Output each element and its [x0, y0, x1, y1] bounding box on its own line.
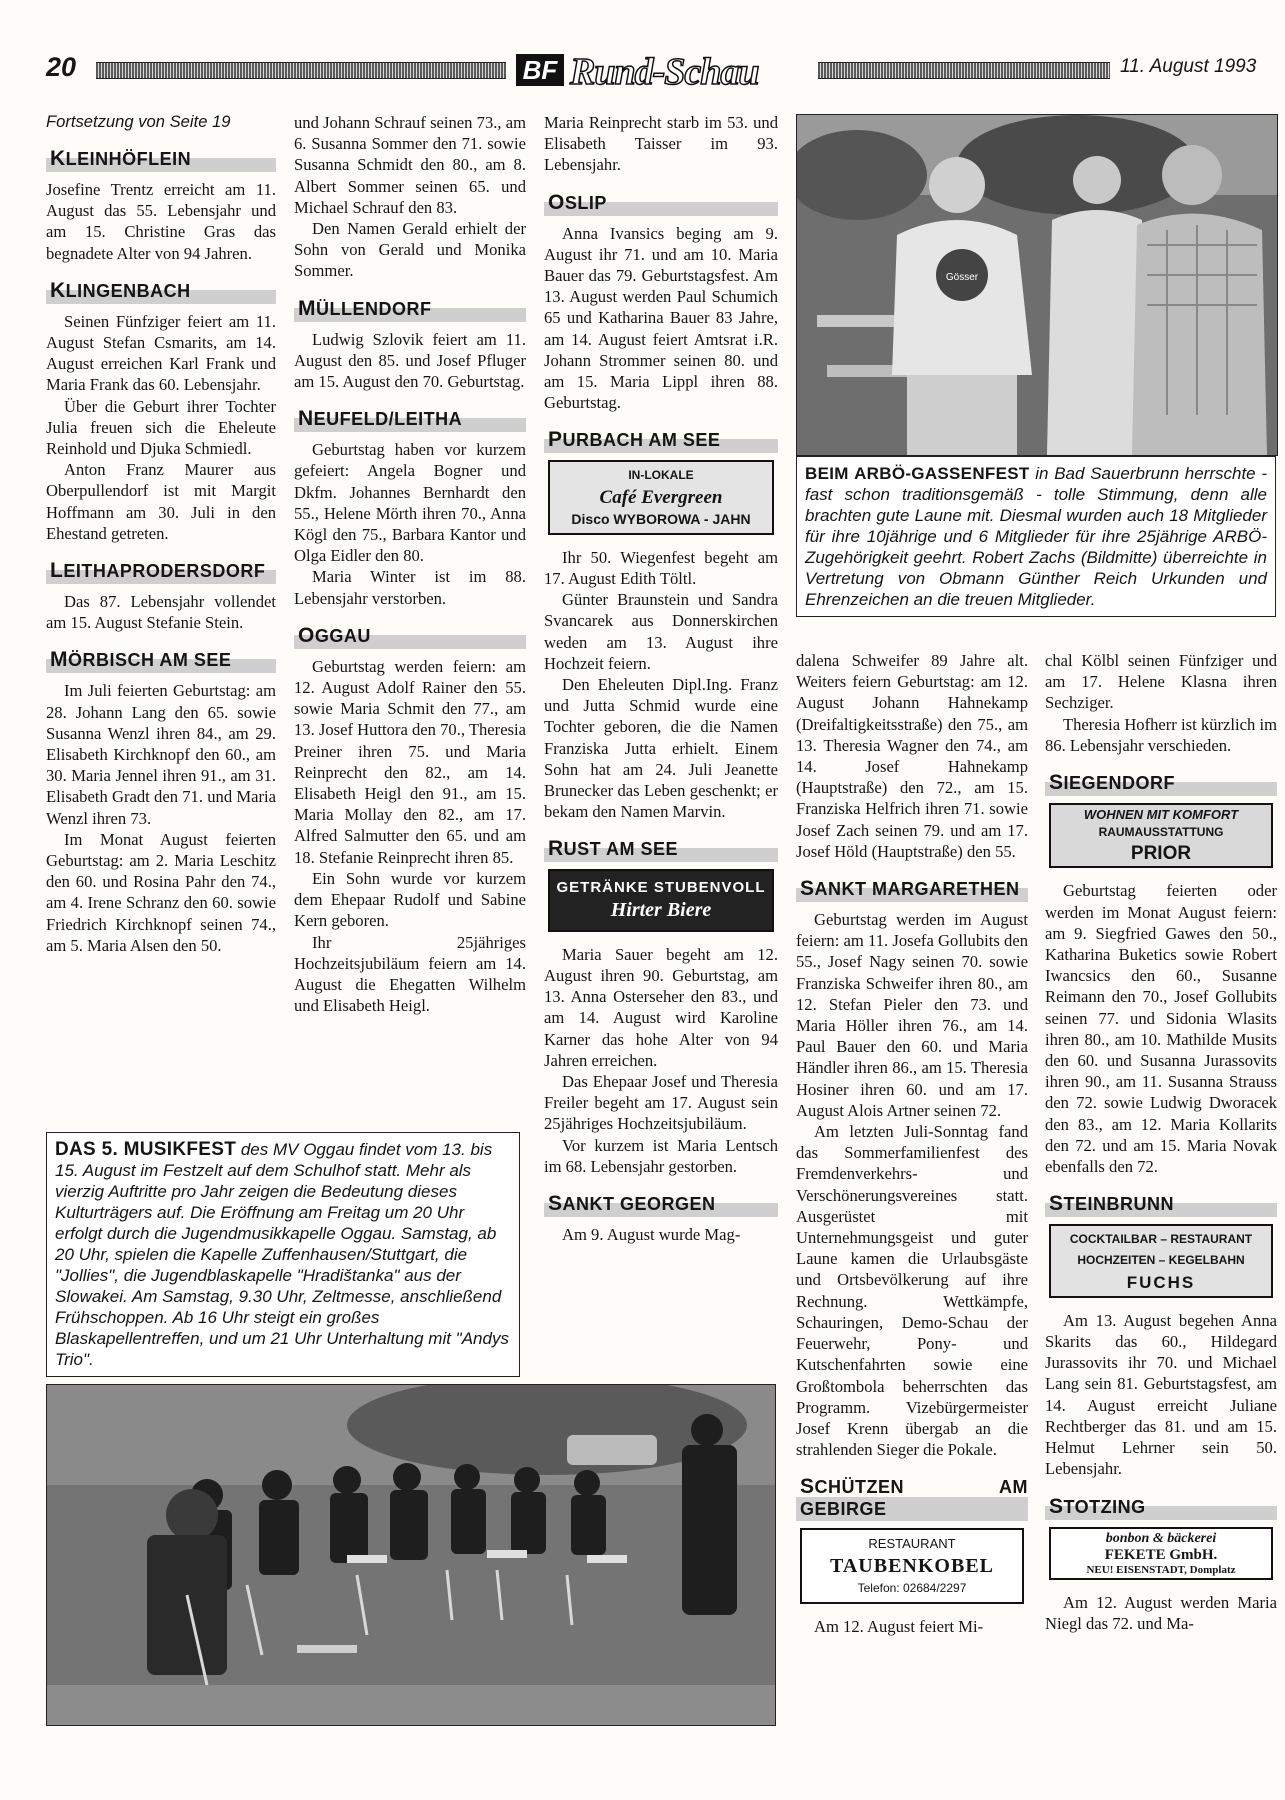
- ad-line: Café Evergreen: [599, 486, 723, 508]
- photo-arboe-illustration: [797, 115, 1277, 455]
- article-paragraph: Geburtstag werden feiern: am 12. August Adolf Rainer den 55. sowie Maria Schmit den 77., am 13. Josef Huttora den 70., Theresia Preiner ihren 75. und Maria Reinprecht den 82., am 14. Elisabeth Heigl den 91., am 15. Maria Mollay den 82., am 17. Alfred Salmutter den 65. und am 18. Stefanie Reinprecht ihren 85.: [294, 656, 526, 867]
- column-2: [294, 112, 526, 1016]
- caption-headline: DAS 5. MUSIKFEST: [55, 1139, 237, 1160]
- ad-fuchs: [1049, 1224, 1273, 1298]
- column-5: [1045, 650, 1277, 1634]
- column-1: [46, 112, 276, 956]
- column-4: [796, 650, 1028, 1637]
- photo-musikkapelle: [46, 1384, 776, 1726]
- ad-line: Disco WYBOROWA - JAHN: [571, 510, 751, 527]
- article-paragraph: Geburtstag feierten oder werden im Monat August feiern: am 9. Siegfried Gawes den 50., Katharina Buketics sowie Robert Iwancsics den 60., Susanne Reimann den 70., Josef Gollubits seinen 77. und Sidonia Wlasits ihren 80., am 10. Mathilde Musits den 60. und Susanna Jurassovits ihren 90., am 11. Susanna Strauss den 72. sowie Ludwig Dworacek den 83., am 12. Maria Kollarits den 72. und am 15. Maria Novak ebenfalls den 72.: [1045, 881, 1277, 1177]
- photo-arboe-gassenfest: [796, 114, 1278, 456]
- caption-text: in Bad Sauerbrunn herrschte - fast schon traditionsgemäß - tolle Stimmung, denn alle brachten gute Laune mit. Diesmal wurden auch 18 Mitglieder für ihre 10jährige und 6 Mitglieder für ihre 25jährige ARBÖ-Zugehörigkeit geehrt. Robert Zachs (Bildmitte) überreichte in Vertretung von Obmann Günther Reich Urkunden und Ehrenzeichen an die treuen Mitglieder.: [805, 464, 1267, 609]
- section-heading-leithaprodersdorf: LEITHAPRODERSDORF: [46, 555, 276, 584]
- section-heading-purbach: PURBACH AM SEE: [544, 424, 778, 453]
- article-paragraph: Das 87. Lebensjahr vollendet am 15. August Stefanie Stein.: [46, 592, 276, 633]
- article-paragraph: Maria Reinprecht starb im 53. und Elisabeth Taisser im 93. Lebensjahr.: [544, 113, 778, 175]
- article-paragraph: Ludwig Szlovik feiert am 11. August den 85. und Josef Pfluger am 15. August den 70. Geburtstag.: [294, 329, 526, 392]
- ad-line: RAUMAUSSTATTUNG: [1098, 825, 1224, 840]
- section-heading-muellendorf: MÜLLENDORF: [294, 293, 526, 322]
- ad-getraenke-stubenvoll: [548, 869, 774, 931]
- article-paragraph: Günter Braunstein und Sandra Svancarek aus Donnerskirchen weden am 13. August ihre Hochzeit feiern.: [544, 590, 778, 673]
- article-paragraph: Am 12. August feiert Mi-: [814, 1616, 984, 1636]
- continuation-note: Fortsetzung von Seite 19: [46, 112, 231, 131]
- article-paragraph: Ihr 25jähriges Hochzeitsjubiläum feiern am 14. August die Ehegatten Wilhelm und Elisabeth Heigl.: [294, 932, 526, 1016]
- article-paragraph: Anton Franz Maurer aus Oberpullendorf ist mit Margit Hoffmann am 30. Juli in den Ehestand getreten.: [46, 460, 276, 543]
- page-number: 20: [46, 52, 77, 82]
- article-paragraph: Geburtstag haben vor kurzem gefeiert: Angela Bogner und Dkfm. Johannes Bernhardt den 55., Helene Mörth ihren 70., Anna Kögl den 75., Barbara Kantor und Olga Eidler den 80.: [294, 440, 526, 566]
- section-heading-klingenbach: KLINGENBACH: [46, 275, 276, 304]
- section-heading-schuetzen: SCHÜTZEN AM GEBIRGE: [796, 1471, 1028, 1521]
- ad-line: COCKTAILBAR – RESTAURANT: [1069, 1232, 1253, 1247]
- section-heading-neufeld: NEUFELD/LEITHA: [294, 403, 526, 432]
- ad-line: TAUBENKOBEL: [830, 1554, 994, 1577]
- article-paragraph: Im Monat August feierten Geburtstag: am 2. Maria Leschitz den 60. und Rosina Pahr den 74., am 4. Irene Schranz den 60. sowie Friedrich Kirchknopf seinen 74., am 5. Maria Alsen den 50.: [46, 829, 276, 955]
- section-heading-stotzing: STOTZING: [1045, 1491, 1277, 1520]
- article-paragraph: Maria Winter ist im 88. Lebensjahr verstorben.: [294, 567, 526, 608]
- article-paragraph: Den Namen Gerald erhielt der Sohn von Gerald und Monika Sommer.: [294, 219, 526, 281]
- section-heading-moerbisch: MÖRBISCH AM SEE: [46, 644, 276, 673]
- shirt-logo-text: Gösser: [945, 272, 979, 283]
- ad-line: GETRÄNKE STUBENVOLL: [556, 879, 766, 897]
- section-heading-sankt-georgen: SANKT GEORGEN: [544, 1188, 778, 1217]
- ad-line: IN-LOKALE: [628, 468, 694, 483]
- section-heading-steinbrunn: STEINBRUNN: [1045, 1188, 1277, 1217]
- article-paragraph: Am 9. August wurde Mag-: [562, 1224, 741, 1244]
- article-paragraph: Josefine Trentz erreicht am 11. August das 55. Lebensjahr und am 15. Christine Gras das begnadete Alter von 94 Jahren.: [46, 180, 276, 263]
- photo-musikkapelle-illustration: [47, 1385, 775, 1725]
- article-paragraph: Anna Ivansics beging am 9. August ihr 71. und am 10. Maria Bauer das 79. Geburtstagsfest. Am 13. August werden Paul Schumich 65 und Katharina Bauer 83 Jahre, am 14. August feiert Amtsrat i.R. Johann Strommer seinen 80. und am 15. Maria Lippl ihren 88. Geburtstag.: [544, 223, 778, 413]
- ad-line: bonbon & bäckerei: [1105, 1530, 1217, 1546]
- article-paragraph: und Johann Schrauf seinen 73., am 6. Susanna Sommer den 71. sowie Susanna Schmidt den 80., am 8. Albert Sommer seinen 65. und Michael Schrauf den 83.: [294, 113, 526, 217]
- ad-restaurant-taubenkobel: [800, 1528, 1024, 1603]
- issue-date: 11. August 1993: [1120, 56, 1257, 77]
- section-heading-siegendorf: SIEGENDORF: [1045, 767, 1277, 796]
- ad-cafe-evergreen: [548, 460, 774, 534]
- article-paragraph: Ihr 50. Wiegenfest begeht am 17. August Edith Töltl.: [544, 547, 778, 589]
- section-heading-sankt-margarethen: SANKT MARGARETHEN: [796, 873, 1028, 902]
- masthead-title: Rund-Schau: [570, 51, 759, 93]
- article-paragraph: Am letzten Juli-Sonntag fand das Sommerfamilienfest des Fremdenverkehrs- und Verschönerungsvereines statt. Ausgerüstet mit Unternehmungsgeist und guter Laune kamen die Urlaubsgäste und Ortsbevölkerung auf ihre Rechnung. Wettkämpfe, Schauringen, Demo-Schau der Feuerwehr, Pony- und Kutschenfahrten sowie eine Großtombola beherrschten das Programm. Vizebürgermeister Josef Krenn übergab an die strahlenden Sieger die Pokale.: [796, 1122, 1028, 1460]
- ad-baeckerei-fekete: [1049, 1527, 1273, 1580]
- ad-line: RESTAURANT: [868, 1536, 956, 1552]
- caption-musikfest: [46, 1132, 520, 1377]
- caption-arboe: [796, 456, 1276, 617]
- section-heading-kleinhoeflein: KLEINHÖFLEIN: [46, 143, 276, 172]
- ad-line: WOHNEN MIT KOMFORT: [1083, 807, 1239, 823]
- article-paragraph: dalena Schweifer 89 Jahre alt. Weiters feiern Geburtstag: am 12. August Johann Hahnekamp (Dreifaltigkeitsstraße) den 75., am 13. Theresia Wagner den 74., am 14. Josef Hahnekamp (Hauptstraße) den 72., am 15. Franziska Helfrich ihren 71. sowie Josef Zach seinen 79. und am 17. Josef Höld (Hauptstraße) den 55.: [796, 651, 1028, 861]
- article-paragraph: Im Juli feierten Geburtstag: am 28. Johann Lang den 65. sowie Susanna Wenzl ihren 84., am 29. Elisabeth Kirchknopf den 60., am 30. Maria Jennel ihren 91., am 31. Elisabeth Gradt den 71. und Maria Wenzl ihren 73.: [46, 681, 276, 828]
- ad-line: FUCHS: [1126, 1272, 1196, 1292]
- header-rule-left: [96, 62, 506, 79]
- ad-raumausstattung-prior: [1049, 803, 1273, 868]
- header-rule-right: [818, 62, 1110, 79]
- caption-headline: BEIM ARBÖ-GASSENFEST: [805, 464, 1030, 483]
- ad-line: Hirter Biere: [610, 898, 712, 921]
- article-paragraph: Am 12. August werden Maria Niegl das 72. und Ma-: [1045, 1592, 1277, 1633]
- column-3: [544, 112, 778, 1245]
- article-paragraph: Vor kurzem ist Maria Lentsch im 68. Lebensjahr gestorben.: [544, 1135, 778, 1176]
- ad-line: NEU! EISENSTADT, Domplatz: [1086, 1563, 1236, 1576]
- section-heading-oggau: OGGAU: [294, 620, 526, 649]
- article-paragraph: Den Eheleuten Dipl.Ing. Franz und Jutta Schmid wurde eine Tochter geboren, die die Namen Franziska Jutta erhielt. Einem Sohn hat am 24. Juli Jeanette Brunecker das Leben geschenkt; er bekam den Namen Marvin.: [544, 675, 778, 822]
- ad-line: Telefon: 02684/2297: [857, 1580, 967, 1595]
- article-paragraph: Das Ehepaar Josef und Theresia Freiler begeht am 17. August sein 25jähriges Hochzeitsjubiläum.: [544, 1071, 778, 1134]
- article-paragraph: Über die Geburt ihrer Tochter Julia freuen sich die Eheleute Reinhold und Djuka Schmiedl.: [46, 396, 276, 459]
- ad-line: FEKETE GmbH.: [1104, 1546, 1218, 1563]
- masthead-logo-mark: BF: [516, 54, 564, 86]
- article-paragraph: chal Kölbl seinen Fünfziger und am 17. Helene Klasna ihren Sechziger.: [1045, 651, 1277, 713]
- article-paragraph: Am 13. August begehen Anna Skarits das 60., Hildegard Jurassovits ihr 70. und Michael Lang sein 81. Geburtstagsfest, am 14. August erreicht Juliane Rechtberger das 81. und am 15. Helmut Lehrner sein 50. Lebensjahr.: [1045, 1310, 1277, 1479]
- article-paragraph: Maria Sauer begeht am 12. August ihren 90. Geburtstag, am 13. Anna Osterseher den 83., und am 14. August wird Karoline Karner das hohe Alter von 94 Jahren erreichen.: [544, 944, 778, 1070]
- article-paragraph: Seinen Fünfziger feiert am 11. August Stefan Csmarits, am 14. August erreichen Karl Frank und Maria Frank das 60. Lebensjahr.: [46, 311, 276, 395]
- article-paragraph: Ein Sohn wurde vor kurzem dem Ehepaar Rudolf und Sabine Kern geboren.: [294, 868, 526, 931]
- article-paragraph: Theresia Hofherr ist kürzlich im 86. Lebensjahr verschieden.: [1045, 714, 1277, 755]
- ad-line: HOCHZEITEN – KEGELBAHN: [1077, 1253, 1245, 1268]
- caption-text: des MV Oggau findet vom 13. bis 15. August im Festzelt auf dem Schulhof statt. Mehr als vierzig Auftritte pro Jahr zeigen die Bedeutung dieses Kulturträgers auf. Die Eröffnung am Freitag um 20 Uhr erfolgt durch die Jugendmusikkapelle Oggau. Samstag, ab 20 Uhr, spielen die Kapelle Zuffenhausen/Stuttgart, die "Jollies", die Jugendblaskapelle "Hradištanka" aus der Slowakei. Am Samstag, 9.30 Uhr, Zeltmesse, anschließend Frühschoppen. Ab 16 Uhr steigt ein großes Blaskapellentreffen, und um 21 Uhr Unterhaltung mit "Andys Trio".: [55, 1140, 509, 1369]
- section-heading-oslip: OSLIP: [544, 187, 778, 216]
- section-heading-rust: RUST AM SEE: [544, 833, 778, 862]
- article-paragraph: Geburtstag werden im August feiern: am 11. Josefa Gollubits den 55., Josef Nagy seinen 70. sowie Franziska Schweifer ihren 80., am 12. Stefan Pieler den 73. und Maria Höller ihren 76., am 14. Paul Bauer den 60. und Maria Händler ihren 86., am 15. Theresia Hosiner ihren 60. und am 17. August Alois Artner seinen 72.: [796, 910, 1028, 1120]
- ad-line: PRIOR: [1130, 843, 1192, 865]
